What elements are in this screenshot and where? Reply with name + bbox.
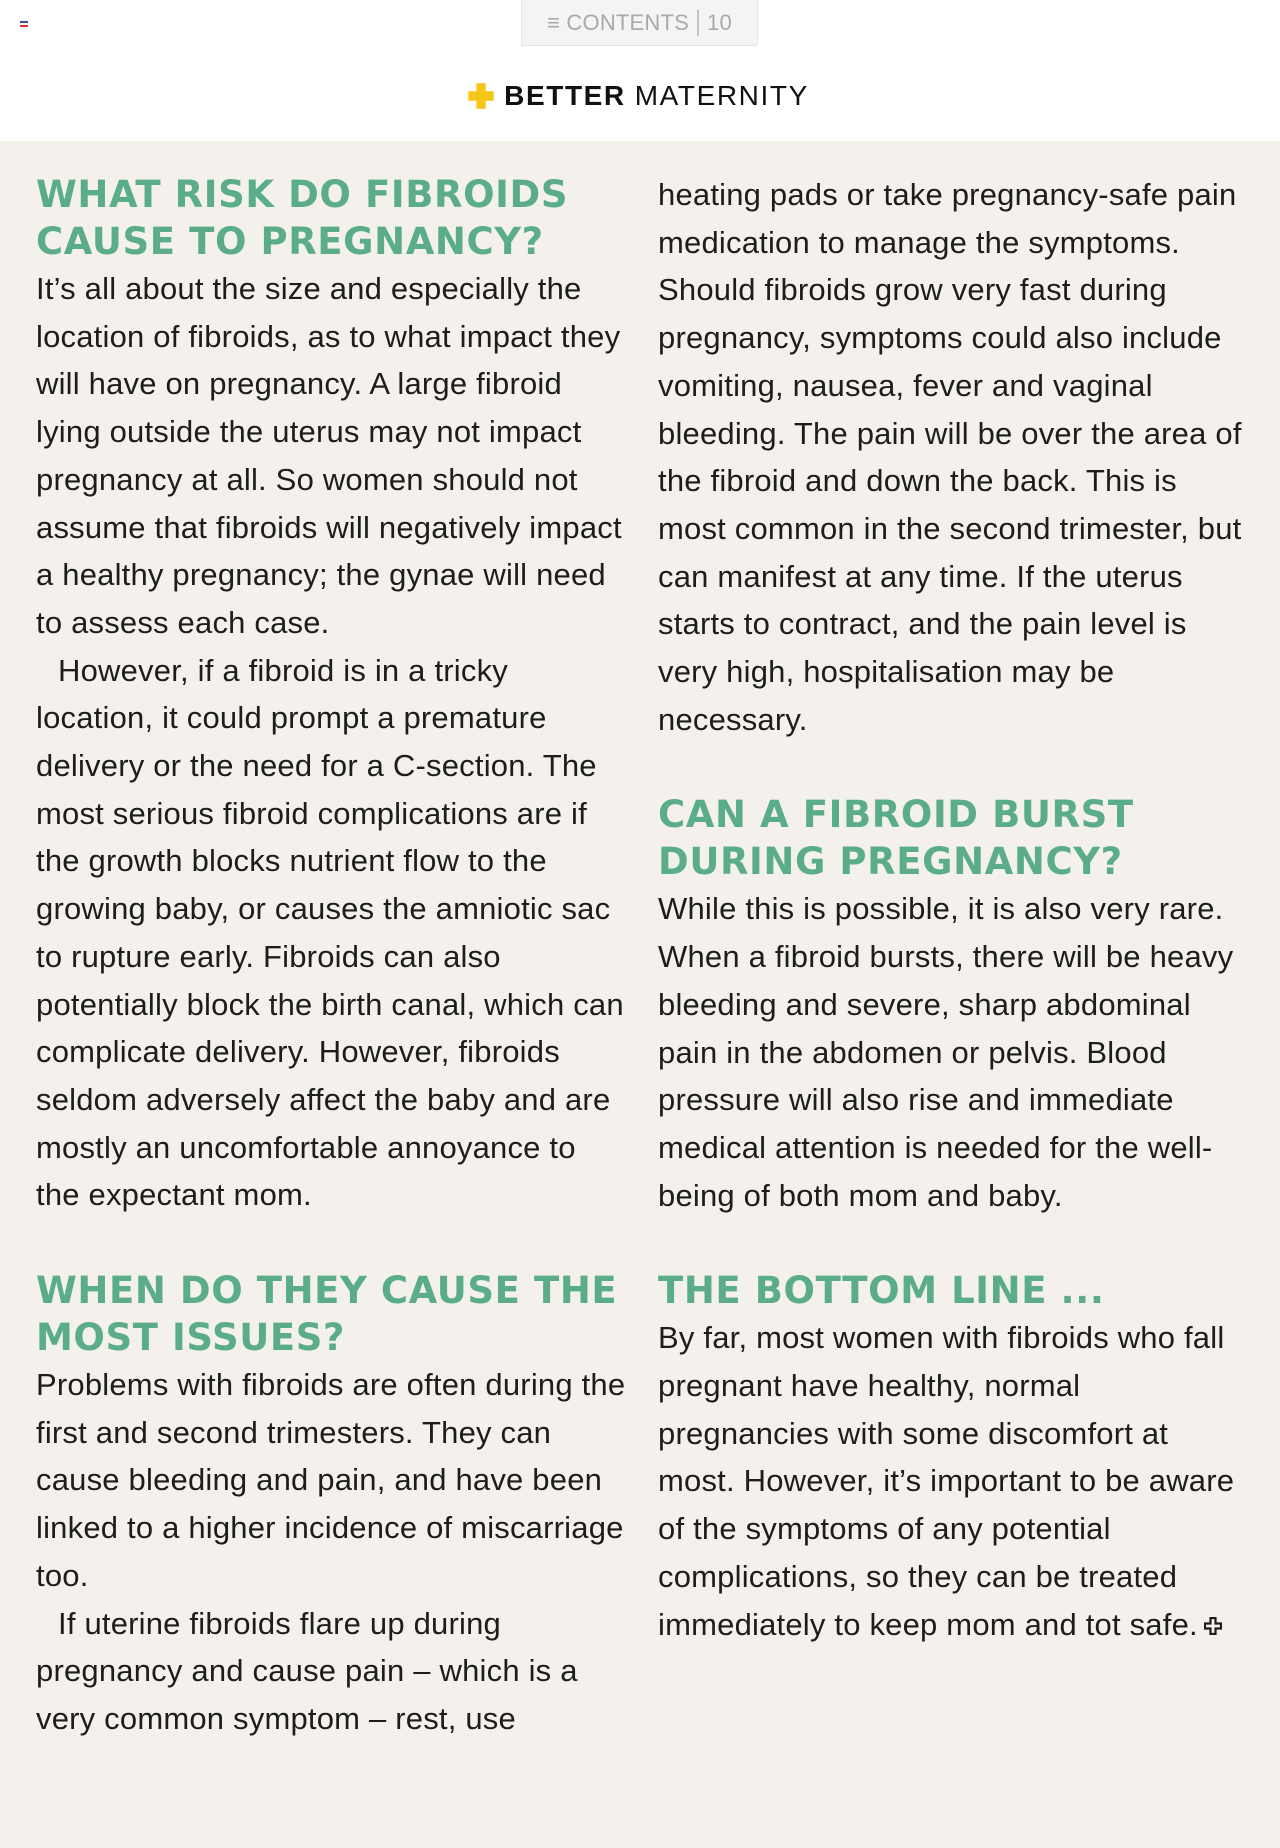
page-number: 10 (707, 9, 732, 35)
magazine-header (0, 76, 1280, 116)
section2-paragraph-2-continued: heating pads or take pregnancy-safe pain medication to manage the symptoms. Should fibroids grow very fast during pregnancy, symptoms could also include vomiting, nausea, fever and vaginal bleeding. The pain will be over the area of the fibroid and down the back. This is most common in the second trimester, but can manifest at any time. If the uterus starts to contract, and the pain level is very high, hospitalisation may be necessary. (658, 177, 1242, 737)
contents-button[interactable] (521, 0, 758, 46)
section3-paragraph-1: While this is possible, it is also very rare. When a fibroid bursts, there will be heavy bleeding and severe, sharp abdominal pain in the abdomen or pelvis. Blood pressure will also rise and immediate medical attention is needed for the well-being of both mom and baby. (658, 891, 1234, 1213)
section2-heading: WHEN DO THEY CAUSE THE MOST ISSUES? (36, 1269, 618, 1360)
section4-heading: THE BOTTOM LINE ... (658, 1269, 1105, 1313)
brand-name-bold: BETTER (504, 80, 626, 111)
section2-paragraph-1: Problems with fibroids are often during the first and second trimesters. They can cause bleeding and pain, and have been linked to a higher incidence of miscarriage too. (36, 1367, 626, 1593)
contents-label: ≡ CONTENTS (547, 9, 690, 35)
article-page (0, 141, 1280, 1848)
section2-paragraph-2-start: If uterine fibroids flare up during pregnancy and cause pain – which is a very common symptom – rest, use (36, 1605, 578, 1736)
end-of-article-icon (1204, 1617, 1222, 1635)
section1-paragraph-1: It’s all about the size and especially the location of fibroids, as to what impact they will have on pregnancy. A large fibroid lying outside the uterus may not impact pregnancy at all. So women should not assume that fibroids will negatively impact a healthy pregnancy; the gynae will need to assess each case. (36, 271, 622, 640)
section3-heading: CAN A FIBROID BURST DURING PREGNANCY? (658, 793, 1134, 884)
section4-paragraph-1 (658, 1314, 1248, 1648)
section1-paragraph-2: However, if a fibroid is in a tricky location, it could prompt a premature delivery or the need for a C-section. The most serious fibroid complications are if the growth blocks nutrient flow to the growing baby, or causes the amniotic sac to rupture early. Fibroids can also potentially block the birth canal, which can complicate delivery. However, fibroids seldom adversely affect the baby and are mostly an uncomfortable annoyance to the expectant mom. (36, 652, 624, 1213)
brand-name-light: MATERNITY (634, 80, 809, 111)
contents-divider (697, 10, 699, 36)
section1-heading: WHAT RISK DO FIBROIDS CAUSE TO PREGNANCY? (36, 173, 569, 263)
left-column (36, 171, 626, 1743)
plus-cross-icon (468, 83, 494, 109)
section4-text: By far, most women with fibroids who fall pregnant have healthy, normal pregnancies with some discomfort at most. However, it’s important to be aware of the symptoms of any potential complications, so they can be treated immediately to keep mom and tot safe. (658, 1320, 1235, 1642)
right-column (658, 171, 1248, 1648)
language-flag-icon[interactable] (20, 21, 28, 27)
